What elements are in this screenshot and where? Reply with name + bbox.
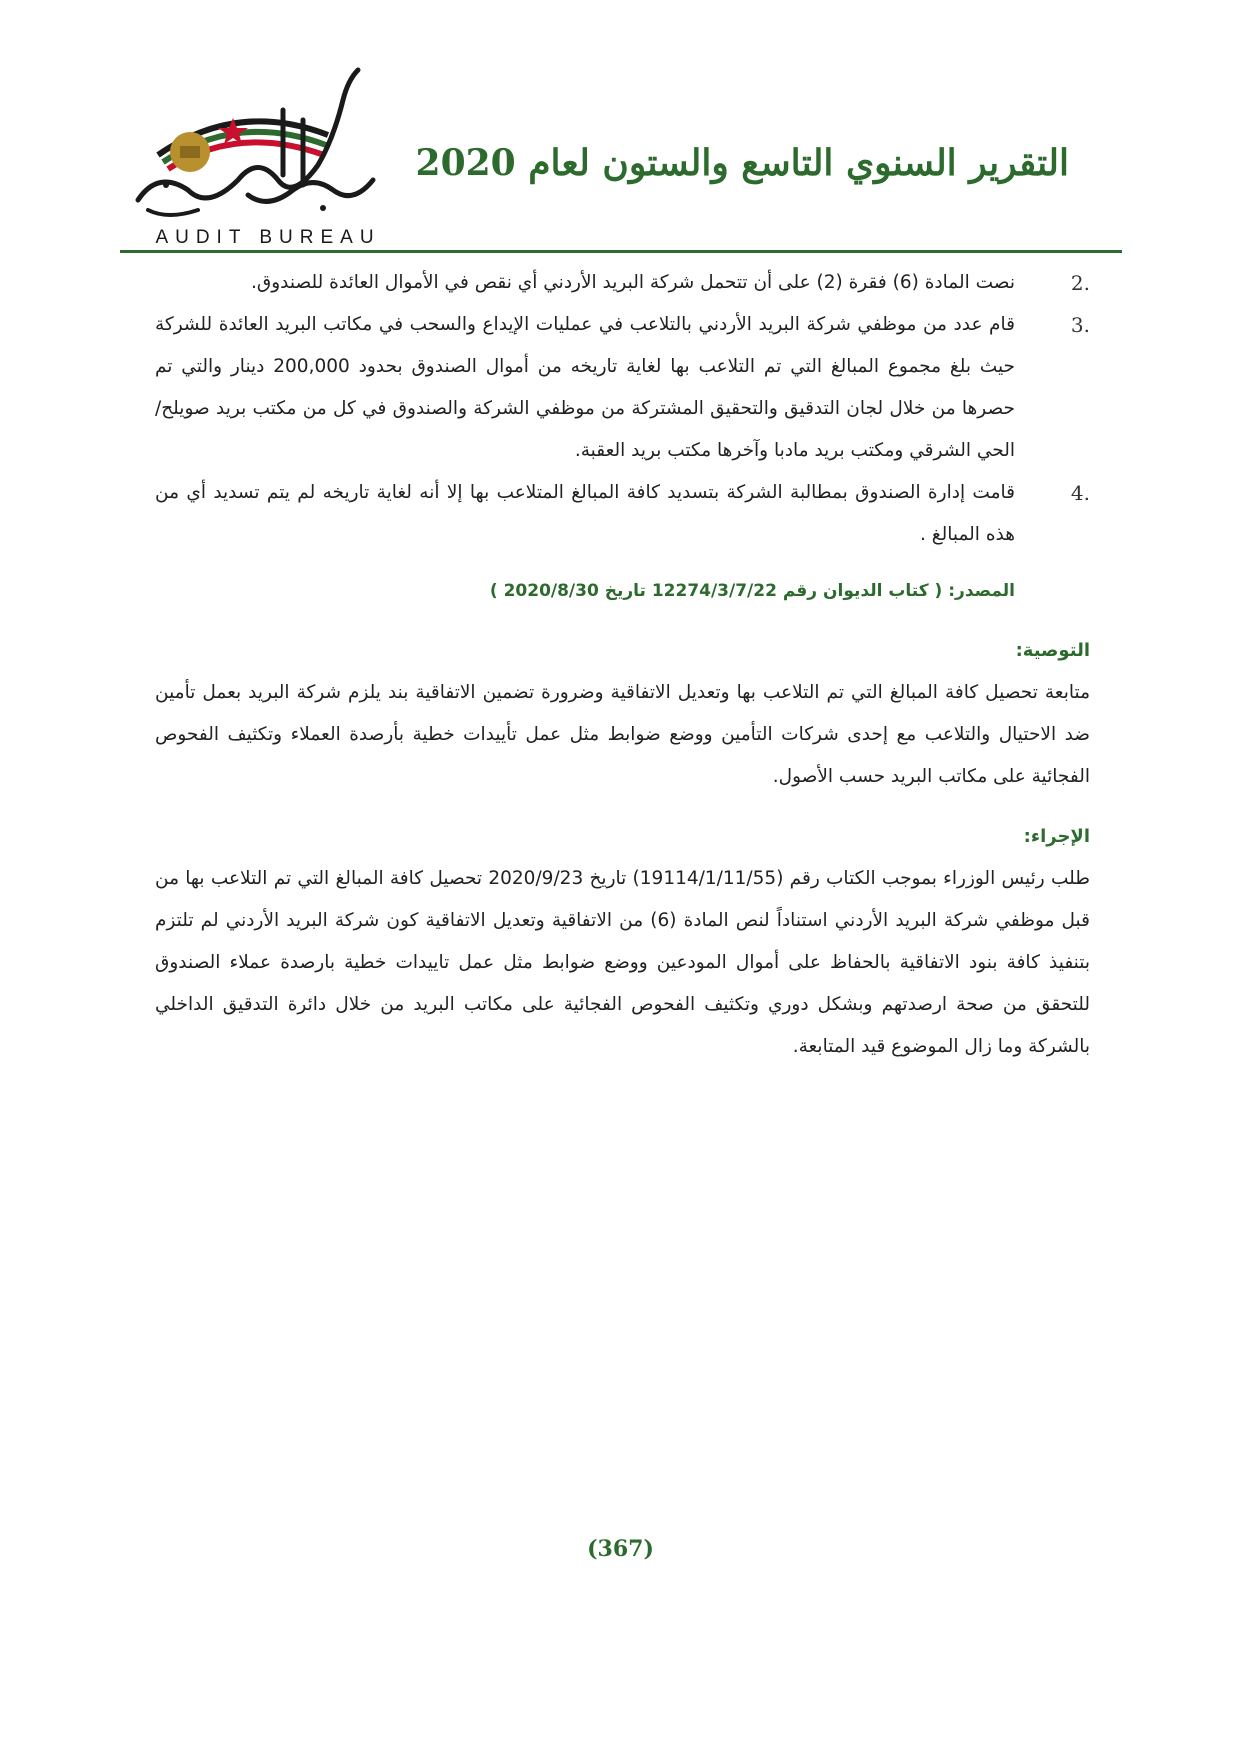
list-item-number: 2. [1070,271,1090,295]
list-item-text: نصت المادة (6) فقرة (2) على أن تتحمل شركة البريد الأردني أي نقص في الأموال العائدة للصندوق. [251,272,1015,293]
list-item [155,472,1090,556]
list-item [155,262,1090,304]
header-divider [120,250,1122,253]
list-item-number: 4. [1070,481,1090,505]
logo-arabic-text: ديوان المحاسبة [118,60,125,61]
recommendation-heading: التوصية: [1015,640,1090,661]
list-item-number: 3. [1070,313,1090,337]
report-title: التقرير السنوي التاسع والستون لعام 2020 [415,142,1069,184]
logo-english-text: AUDIT BUREAU [155,227,381,248]
list-item-text: قامت إدارة الصندوق بمطالبة الشركة بتسديد كافة المبالغ المتلاعب بها إلا أنه لغاية تاريخه لم يتم تسديد أي من هذه المبالغ . [155,482,1015,545]
source-citation: المصدر: ( كتاب الديوان رقم 12274/3/7/22 تاريخ 2020/8/30 ) [489,581,1015,601]
page-content [155,262,1090,1068]
action-text: طلب رئيس الوزراء بموجب الكتاب رقم (19114/1/11/55) تاريخ 2020/9/23 تحصيل كافة المبالغ التي تم التلاعب بها من قبل موظفي شركة البريد الأردني استناداً لنص المادة (6) من الاتفاقية وتعديل الاتفاقية كون شركة البريد الأردني لم تلتزم بتنفيذ كافة بنود الاتفاقية بالحفاظ على أموال المودعين ووضع ضوابط مثل عمل تاييدات خطية بارصدة عملاء الصندوق للتحقق من صحة ارصدتهم وبشكل دوري وتكثيف الفحوص الفجائية على مكاتب البريد من خلال دائرة التدقيق الداخلي بالشركة وما زال الموضوع قيد المتابعة. [155,868,1091,1057]
audit-bureau-logo [118,60,418,250]
list-item-text: قام عدد من موظفي شركة البريد الأردني بالتلاعب في عمليات الإيداع والسحب في مكاتب البريد العائدة للشركة حيث بلغ مجموع المبالغ التي تم التلاعب بها لغاية تاريخه من أموال الصندوق بحدود 200,000 دينار والتي تم حصرها من خلال لجان التدقيق والتحقيق المشتركة من موظفي الشركة والصندوق في كل من مكتب بريد صويلح/الحي الشرقي ومكتب بريد مادبا وآخرها مكتب بريد العقبة. [155,314,1015,461]
action-heading: الإجراء: [1023,826,1090,847]
recommendation-text: متابعة تحصيل كافة المبالغ التي تم التلاعب بها وتعديل الاتفاقية وضرورة تضمين الاتفاقية بند يلزم شركة البريد بعمل تأمين ضد الاحتيال والتلاعب مع إحدى شركات التأمين ووضع ضوابط مثل عمل تأييدات خطية بأرصدة العملاء وتكثيف الفحوص الفجائية على مكاتب البريد حسب الأصول. [155,682,1090,787]
page-number: (367) [587,1536,654,1562]
list-item [155,304,1090,472]
